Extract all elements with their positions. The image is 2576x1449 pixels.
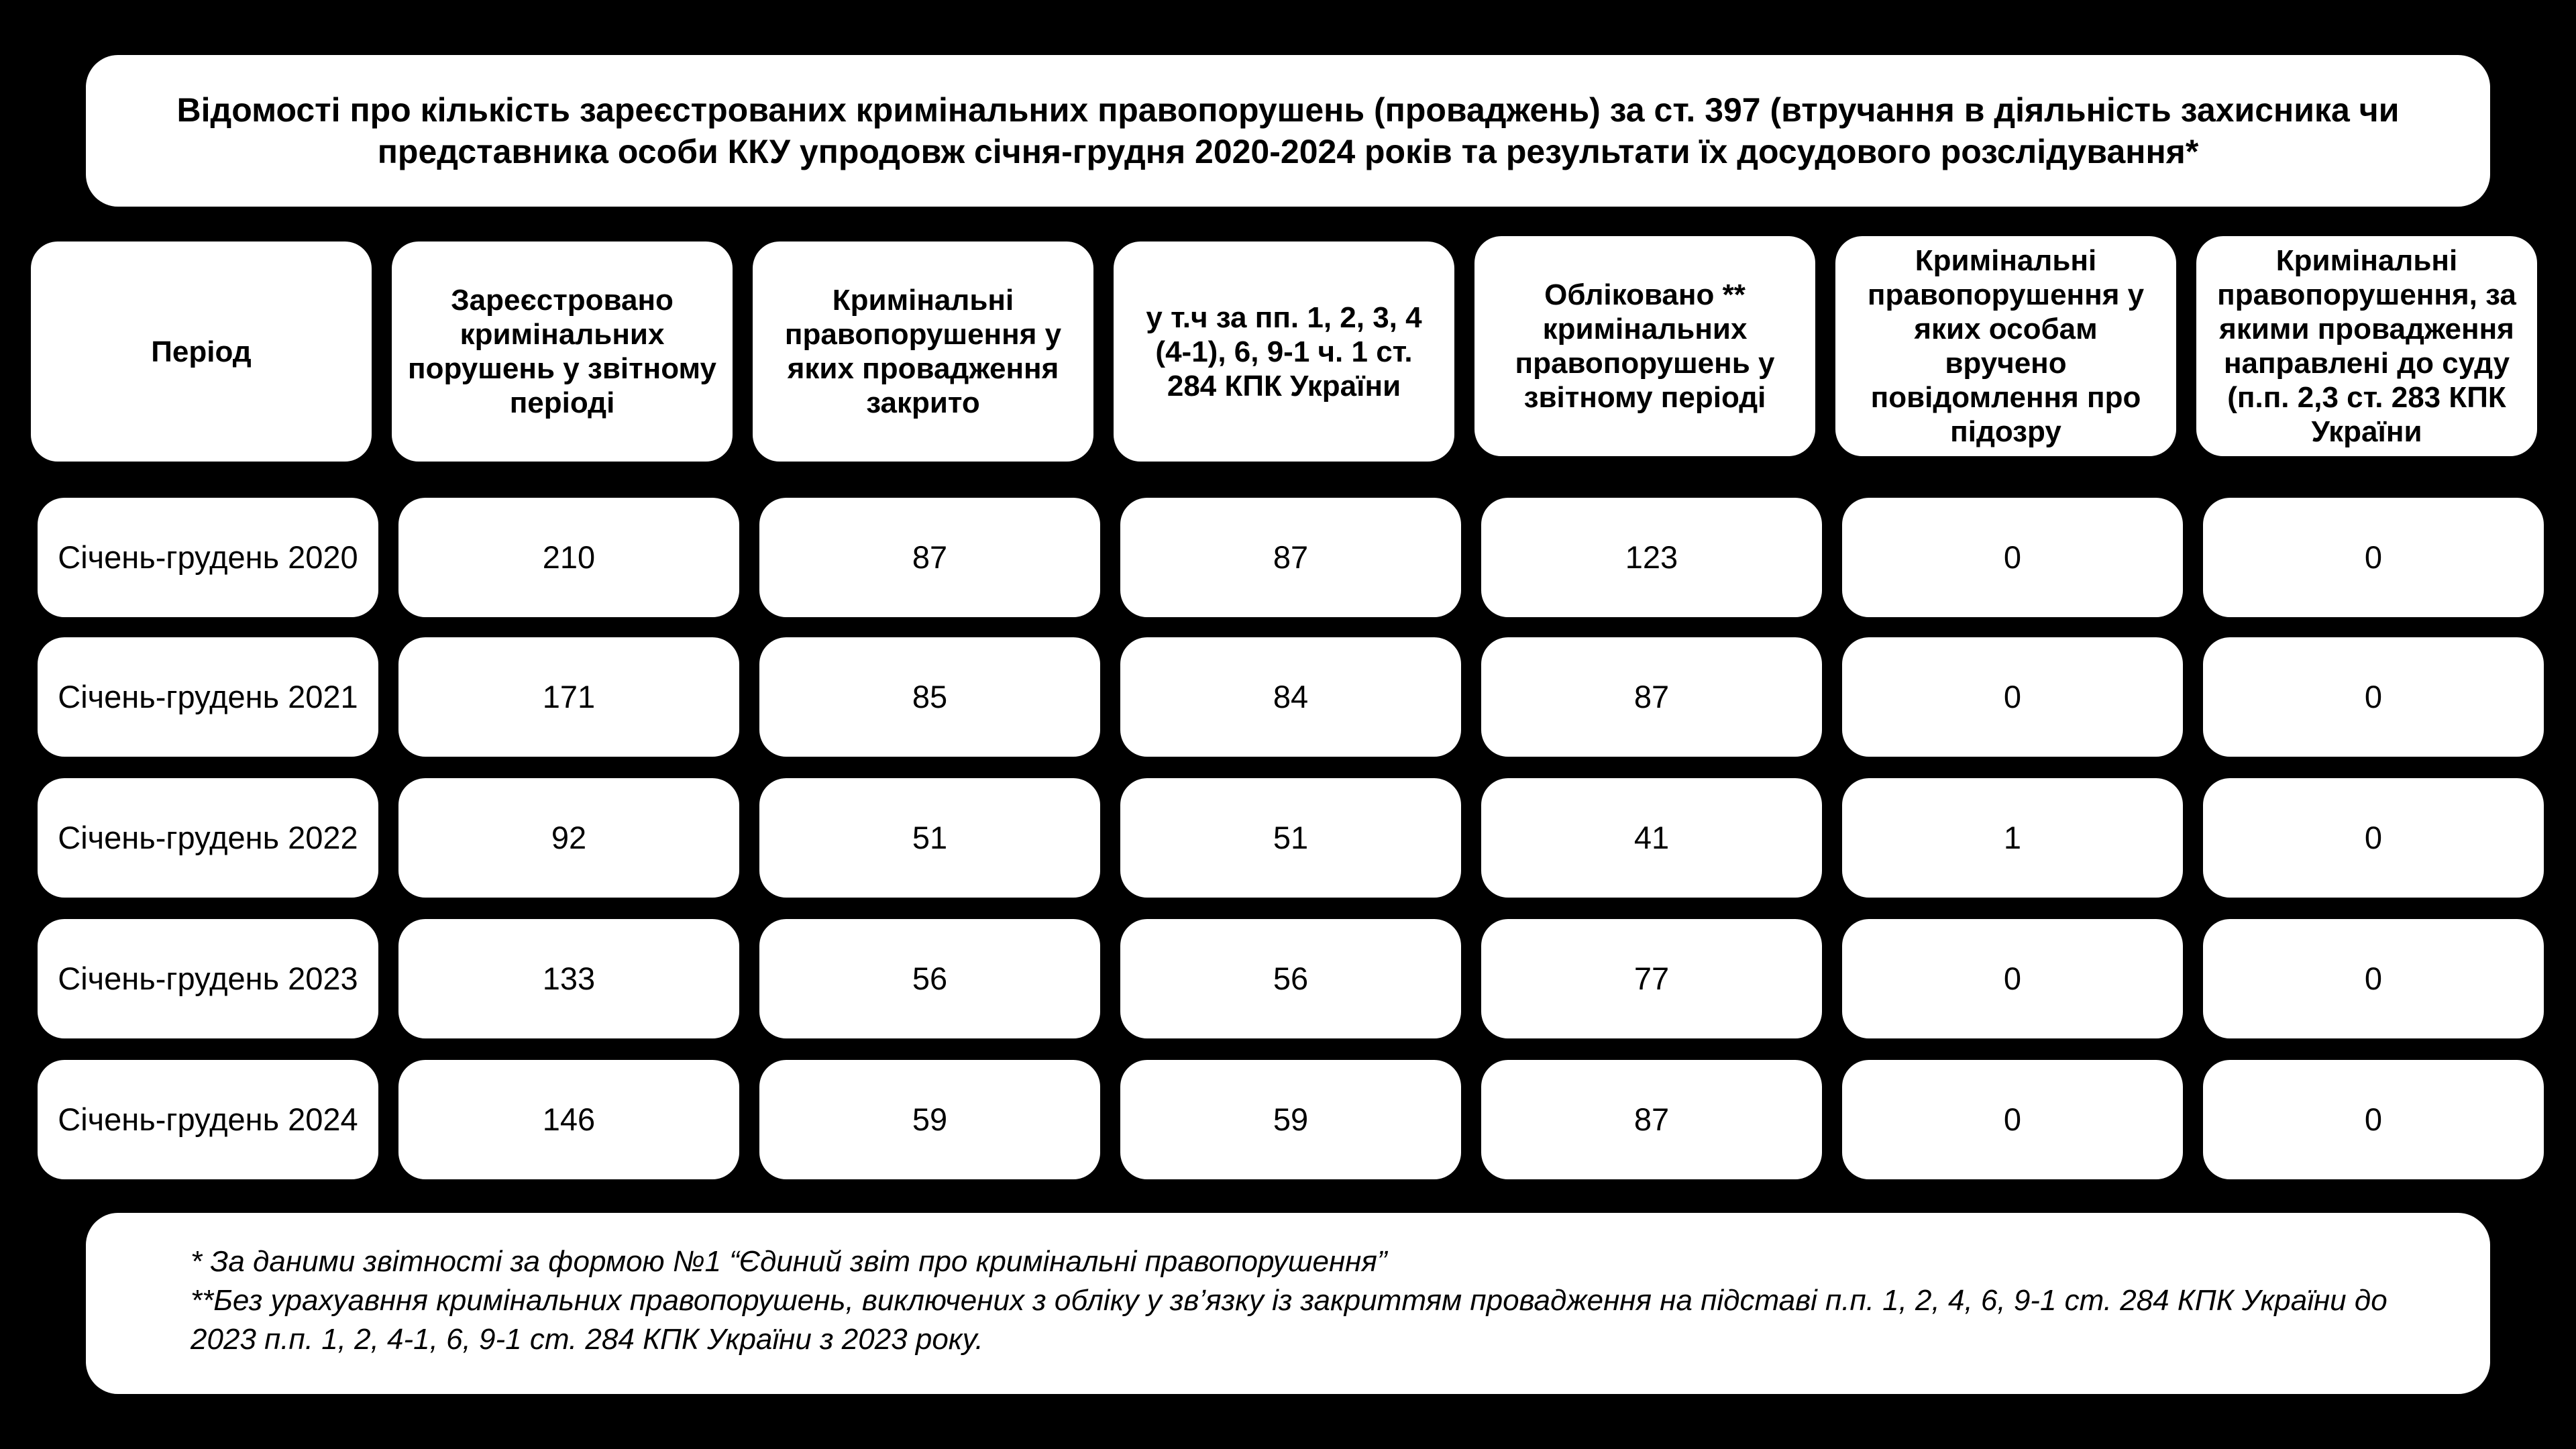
cell-value: 0 — [2203, 919, 2544, 1038]
cell-value: 84 — [1120, 637, 1461, 757]
cell-value: 171 — [398, 637, 739, 757]
cell-value: 77 — [1481, 919, 1822, 1038]
cell-value: 51 — [759, 778, 1100, 898]
cell-value: 1 — [1842, 778, 2183, 898]
cell-value: 85 — [759, 637, 1100, 757]
footnote-exclusion: **Без урахуавння кримінальних правопорушень, виключених з обліку у зв’язку із закриттям провадження на підставі п.п. 1, 2, 4, 6, 9-1 ст. 284 КПК України до 2023 п.п. 1, 2, 4-1, 6, 9-1 ст. 284 КПК України з 2023 року. — [191, 1284, 2387, 1356]
cell-period: Січень-грудень 2022 — [38, 778, 378, 898]
footnote-box — [86, 1213, 2490, 1394]
cell-value: 51 — [1120, 778, 1461, 898]
cell-value: 210 — [398, 498, 739, 617]
cell-value: 0 — [1842, 498, 2183, 617]
cell-value: 56 — [759, 919, 1100, 1038]
cell-value: 0 — [1842, 1060, 2183, 1179]
cell-value: 59 — [1120, 1060, 1461, 1179]
cell-value: 146 — [398, 1060, 739, 1179]
header-closed: Кримінальні правопорушення у яких провадження закрито — [753, 241, 1093, 462]
cell-value: 0 — [2203, 637, 2544, 757]
cell-value: 92 — [398, 778, 739, 898]
footnote-source: * За даними звітності за формою №1 “Єдиний звіт про кримінальні правопорушення” — [191, 1245, 1387, 1278]
cell-value: 133 — [398, 919, 739, 1038]
cell-value: 87 — [1481, 1060, 1822, 1179]
title-box — [86, 55, 2490, 207]
cell-value: 0 — [2203, 498, 2544, 617]
cell-value: 87 — [759, 498, 1100, 617]
header-recorded: Обліковано ** кримінальних правопорушень у звітному періоді — [1474, 236, 1815, 456]
cell-period: Січень-грудень 2023 — [38, 919, 378, 1038]
cell-value: 0 — [2203, 1060, 2544, 1179]
header-closed-by-articles: у т.ч за пп. 1, 2, 3, 4 (4-1), 6, 9-1 ч. 1 ст. 284 КПК України — [1114, 241, 1454, 462]
cell-value: 56 — [1120, 919, 1461, 1038]
cell-value: 87 — [1481, 637, 1822, 757]
cell-value: 59 — [759, 1060, 1100, 1179]
page-title: Відомості про кількість зареєстрованих кримінальних правопорушень (проваджень) за ст. 397 (втручання в діяльність захисника чи представника особи ККУ упродовж січня-грудня 2020-2024 років та результати їх досудового розслідування* — [176, 91, 2400, 170]
cell-period: Січень-грудень 2020 — [38, 498, 378, 617]
cell-value: 0 — [1842, 919, 2183, 1038]
cell-value: 123 — [1481, 498, 1822, 617]
cell-value: 0 — [1842, 637, 2183, 757]
cell-value: 0 — [2203, 778, 2544, 898]
cell-value: 87 — [1120, 498, 1461, 617]
cell-period: Січень-грудень 2024 — [38, 1060, 378, 1179]
header-sent-to-court: Кримінальні правопорушення, за якими провадження направлені до суду (п.п. 2,3 ст. 283 КПК України — [2196, 236, 2537, 456]
header-suspicion-notified: Кримінальні правопорушення у яких особам вручено повідомлення про підозру — [1835, 236, 2176, 456]
header-registered: Зареєстровано кримінальних порушень у звітному періоді — [392, 241, 733, 462]
cell-value: 41 — [1481, 778, 1822, 898]
header-period: Період — [31, 241, 372, 462]
cell-period: Січень-грудень 2021 — [38, 637, 378, 757]
